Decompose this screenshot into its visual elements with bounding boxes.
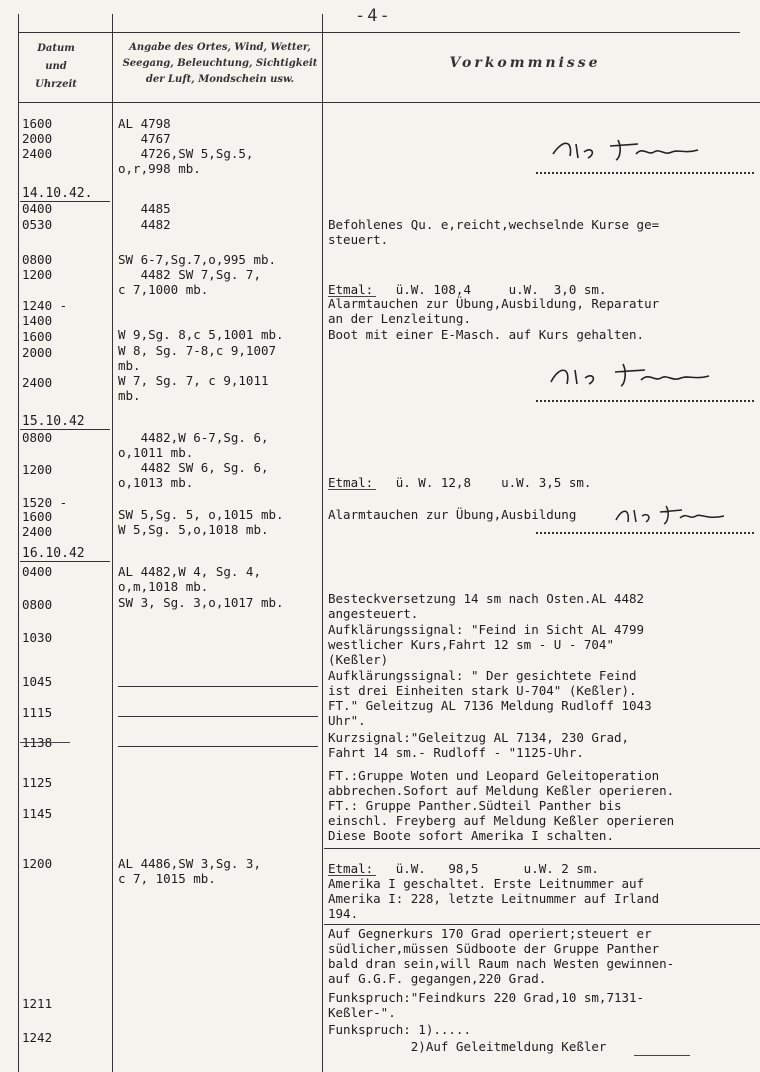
event-cell: Befohlenes Qu. e,reicht,wechselnde Kurse ge= [328,217,660,232]
position-cell: o,r,998 mb. [118,161,201,176]
signature-mark [545,358,715,392]
time-cell: 2000 [22,345,53,360]
event-cell: Aufklärungssignal: "Feind in Sicht AL 4799 [328,622,645,637]
event-cell: Amerika I geschaltet. Erste Leitnummer auf [328,876,645,891]
event-cell: steuert. [328,232,389,247]
header-angabe-line-2: Seegang, Beleuchtung, Sichtigkeit [122,58,318,69]
header-angabe-line-3: der Luft, Mondschein usw. [145,74,295,85]
event-cell: 194. [328,906,359,921]
time-cell: 1520 - [22,495,68,510]
time-cell: 1030 [22,630,53,645]
event-cell: Etmal: ü. W. 12,8 u.W. 3,5 sm. [328,475,592,490]
event-cell: ist drei Einheiten stark U-704" (Keßler). [328,683,637,698]
column-rule-datum [112,14,113,1072]
time-cell: 2400 [22,524,53,539]
column-rule-angabe [322,14,323,1072]
position-cell: mb. [118,388,141,403]
kessler-underline [634,1055,690,1056]
position-cell: W 7, Sg. 7, c 9,1011 [118,373,269,388]
event-cell: bald dran sein,will Raum nach Westen gewinnen- [328,956,675,971]
time-cell: 2400 [22,146,53,161]
time-cell: 1600 [22,509,53,524]
event-cell: (Keßler) [328,652,389,667]
header-datum-line-1: Datum [37,43,75,54]
position-cell: 4767 [118,131,171,146]
header-datum [28,40,84,94]
time-cell: 1211 [22,996,53,1011]
time-cell: 1600 [22,116,53,131]
event-cell: Etmal: ü.W. 108,4 u.W. 3,0 sm. [328,282,607,297]
time-cell: 1200 [22,267,53,282]
event-cell: Uhr". [328,713,366,728]
event-cell: Besteckversetzung 14 sm nach Osten.AL 4482 [328,591,645,606]
event-cell: Alarmtauchen zur Übung,Ausbildung [328,507,577,522]
header-top-rule [18,32,740,33]
event-cell: FT.:Gruppe Woten und Leopard Geleitoperation [328,768,660,783]
time-cell: 0800 [22,430,53,445]
event-cell: Aufklärungssignal: " Der gesichtete Feind [328,668,637,683]
time-cell: 0800 [22,252,53,267]
dotted-rule [536,400,754,402]
time-cell: 1600 [22,329,53,344]
time-cell: 0400 [22,564,53,579]
position-cell: 4482,W 6-7,Sg. 6, [118,430,269,445]
position-cell: W 9,Sg. 8,c 5,1001 mb. [118,327,284,342]
time-cell: 2000 [22,131,53,146]
position-cell: mb. [118,358,141,373]
dotted-rule [536,172,754,174]
event-cell: Boot mit einer E-Masch. auf Kurs gehalten. [328,327,645,342]
entry-rule [118,716,318,717]
event-cell: Diese Boote sofort Amerika I schalten. [328,828,614,843]
time-cell: 1145 [22,806,53,821]
event-cell: Fahrt 14 sm.- Rudloff - "1125-Uhr. [328,745,584,760]
position-cell: W 5,Sg. 5,o,1018 mb. [118,522,269,537]
position-cell: c 7, 1015 mb. [118,871,216,886]
header-vorkommnisse: Vorkommnisse [449,55,601,71]
time-cell: 0400 [22,201,53,216]
time-cell: 1242 [22,1030,53,1045]
position-cell: o,m,1018 mb. [118,579,209,594]
event-cell: FT." Geleitzug AL 7136 Meldung Rudloff 1043 [328,698,652,713]
entry-rule [118,746,318,747]
date-cell: 14.10.42. [22,186,93,201]
time-cell: 0530 [22,217,53,232]
event-cell: abbrechen.Sofort auf Meldung Keßler operieren. [328,783,675,798]
event-cell: Etmal: ü.W. 98,5 u.W. 2 sm. [328,861,599,876]
event-cell: einschl. Freyberg auf Meldung Keßler operieren [328,813,675,828]
position-cell: AL 4798 [118,116,171,131]
time-cell: 1240 - [22,298,68,313]
event-cell: Kurzsignal:"Geleitzug AL 7134, 230 Grad, [328,730,630,745]
date-underline [20,561,110,562]
time-cell: 1200 [22,856,53,871]
event-cell: auf G.G.F. gegangen,220 Grad. [328,971,547,986]
time-cell: 1125 [22,775,53,790]
time-cell: 2400 [22,375,53,390]
time-cell: 1138 [22,735,53,750]
event-cell: Funkspruch:"Feindkurs 220 Grad,10 sm,7131- [328,990,645,1005]
signature-mark [612,502,732,528]
etmal-underline [328,489,376,490]
time-cell: 1400 [22,313,53,328]
position-cell: 4485 [118,201,171,216]
event-cell: südlicher,müssen Südboote der Gruppe Panther [328,941,660,956]
event-cell: Alarmtauchen zur Übung,Ausbildung, Reparatur [328,296,660,311]
time-cell: 1045 [22,674,53,689]
event-cell: Auf Gegnerkurs 170 Grad operiert;steuert er [328,926,652,941]
event-cell: Amerika I: 228, letzte Leitnummer auf Irland [328,891,660,906]
event-cell: 2)Auf Geleitmeldung Keßler [328,1039,607,1054]
position-cell: AL 4482,W 4, Sg. 4, [118,564,261,579]
header-bottom-rule [18,102,760,103]
entry-rule [118,686,318,687]
column-rule-left [18,14,19,1072]
date-cell: 16.10.42 [22,546,85,561]
position-cell: o,1013 mb. [118,475,194,490]
position-cell: SW 5,Sg. 5, o,1015 mb. [118,507,284,522]
position-cell: W 8, Sg. 7-8,c 9,1007 [118,343,277,358]
header-angabe [118,40,322,88]
position-cell: 4482 [118,217,171,232]
event-cell: Funkspruch: 1)..... [328,1022,471,1037]
entry-rule [324,924,760,925]
position-cell: c 7,1000 mb. [118,282,209,297]
position-cell: SW 3, Sg. 3,o,1017 mb. [118,595,284,610]
strikethrough [20,742,70,743]
position-cell: 4482 SW 6, Sg. 6, [118,460,269,475]
position-cell: 4726,SW 5,Sg.5, [118,146,254,161]
time-cell: 1200 [22,462,53,477]
date-cell: 15.10.42 [22,414,85,429]
position-cell: o,1011 mb. [118,445,194,460]
page-number: -4- [355,6,392,26]
event-cell: Keßler-". [328,1005,396,1020]
header-angabe-line-1: Angabe des Ortes, Wind, Wetter, [129,42,311,53]
dotted-rule [536,532,754,534]
header-datum-line-3: Uhrzeit [35,79,77,90]
time-cell: 1115 [22,705,53,720]
time-cell: 0800 [22,597,53,612]
event-cell: FT.: Gruppe Panther.Südteil Panther bis [328,798,622,813]
event-cell: westlicher Kurs,Fahrt 12 sm - U - 704" [328,637,614,652]
position-cell: SW 6-7,Sg.7,o,995 mb. [118,252,277,267]
signature-mark [548,134,708,166]
header-datum-line-2: und [45,61,67,72]
position-cell: AL 4486,SW 3,Sg. 3, [118,856,261,871]
event-cell: an der Lenzleitung. [328,311,471,326]
position-cell: 4482 SW 7,Sg. 7, [118,267,261,282]
event-cell: angesteuert. [328,606,419,621]
entry-rule [324,848,760,849]
